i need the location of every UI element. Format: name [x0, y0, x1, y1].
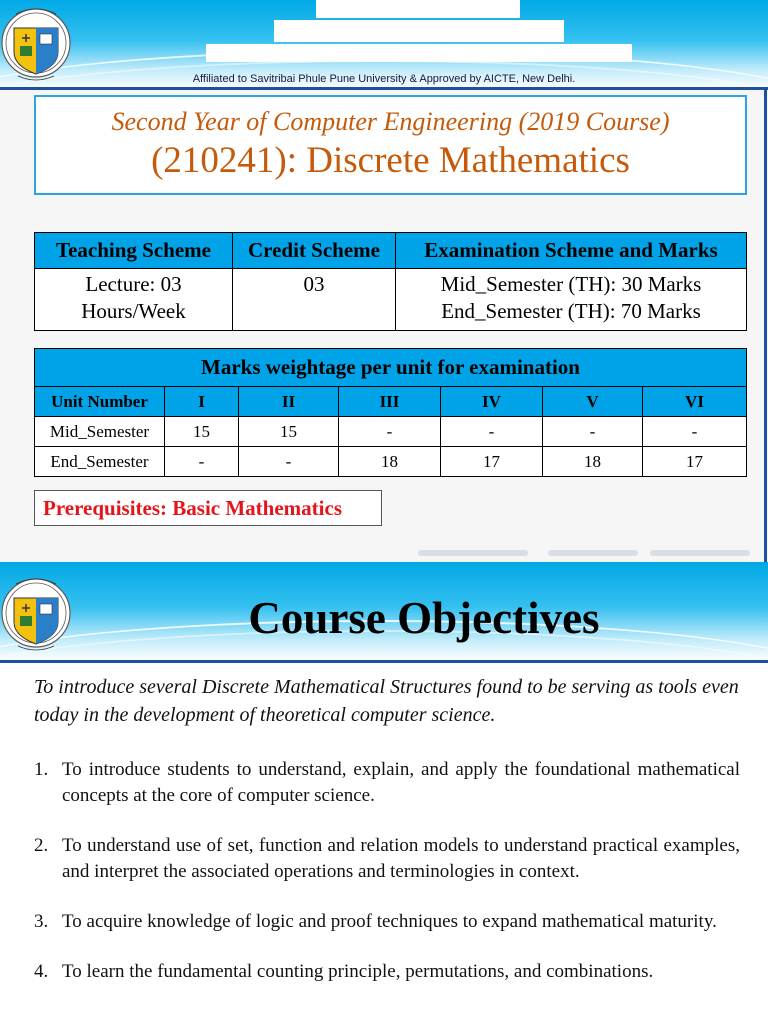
- table-cell: Mid_Semester: [35, 417, 165, 447]
- objectives-intro: To introduce several Discrete Mathematical Structures found to be serving as tools even today in the development of theoretical computer science.: [34, 676, 739, 726]
- table-header-row: [35, 387, 747, 417]
- divider: [764, 87, 767, 562]
- column-header: Unit Number: [35, 387, 165, 417]
- footer-text-blurred: [650, 550, 750, 556]
- table-cell: 15: [239, 417, 339, 447]
- weightage-table: [34, 348, 747, 477]
- column-header: Examination Scheme and Marks: [396, 233, 747, 269]
- table-caption: Marks weightage per unit for examination: [35, 349, 747, 387]
- objectives-list: [34, 757, 740, 985]
- item-number: 3.: [34, 911, 49, 932]
- redacted-strip: [316, 0, 520, 18]
- table-cell: -: [643, 417, 747, 447]
- course-title-box: [34, 95, 747, 195]
- cell-line: Lecture: 03: [85, 272, 182, 296]
- footer-text-blurred: [548, 550, 638, 556]
- objectives-slide: [0, 562, 768, 1024]
- item-number: 4.: [34, 961, 49, 982]
- exam-scheme-cell: [396, 269, 747, 331]
- list-item: [34, 757, 740, 809]
- table-cell: 18: [543, 447, 643, 477]
- column-header: III: [339, 387, 441, 417]
- item-text: To introduce students to understand, explain, and apply the foundational mathematical concepts at the core of computer science.: [62, 759, 740, 806]
- credit-scheme-cell: 03: [233, 269, 396, 331]
- table-cell: End_Semester: [35, 447, 165, 477]
- cell-line: Mid_Semester (TH): 30 Marks: [440, 272, 702, 296]
- list-item: [34, 833, 740, 885]
- column-header: Teaching Scheme: [35, 233, 233, 269]
- table-cell: 17: [643, 447, 747, 477]
- item-number: 2.: [34, 835, 49, 856]
- column-header: IV: [441, 387, 543, 417]
- table-header-row: [35, 233, 747, 269]
- item-text: To acquire knowledge of logic and proof techniques to expand mathematical maturity.: [62, 911, 717, 932]
- table-row: [35, 417, 747, 447]
- redacted-strip: [274, 20, 564, 42]
- column-header: Credit Scheme: [233, 233, 396, 269]
- table-cell: -: [165, 447, 239, 477]
- table-cell: -: [339, 417, 441, 447]
- prerequisites-box: Prerequisites: Basic Mathematics: [34, 490, 382, 526]
- column-header: VI: [643, 387, 747, 417]
- header-banner: [0, 0, 768, 90]
- divider: [0, 660, 768, 663]
- column-header: I: [165, 387, 239, 417]
- cell-line: End_Semester (TH): 70 Marks: [441, 299, 701, 323]
- item-text: To learn the fundamental counting principle, permutations, and combinations.: [62, 961, 654, 982]
- footer-text-blurred: [418, 550, 528, 556]
- course-title: (210241): Discrete Mathematics: [151, 140, 630, 181]
- table-cell: -: [441, 417, 543, 447]
- table-caption-row: [35, 349, 747, 387]
- list-item: [34, 959, 740, 985]
- table-cell: 17: [441, 447, 543, 477]
- cell-line: Hours/Week: [81, 299, 186, 323]
- table-cell: -: [543, 417, 643, 447]
- table-cell: 18: [339, 447, 441, 477]
- course-subtitle: Second Year of Computer Engineering (2019 Course): [111, 107, 670, 136]
- table-cell: 15: [165, 417, 239, 447]
- college-logo-icon: [0, 0, 72, 86]
- table-row: [35, 269, 747, 331]
- column-header: V: [543, 387, 643, 417]
- divider: [0, 87, 768, 90]
- column-header: II: [239, 387, 339, 417]
- list-item: [34, 909, 740, 935]
- redacted-strip: [206, 44, 632, 62]
- scheme-table: [34, 232, 747, 331]
- item-number: 1.: [34, 759, 49, 780]
- table-cell: -: [239, 447, 339, 477]
- table-row: [35, 447, 747, 477]
- affiliation-text: Affiliated to Savitribai Phule Pune University & Approved by AICTE, New Delhi.: [192, 73, 576, 85]
- teaching-scheme-cell: [35, 269, 233, 331]
- objectives-heading: Course Objectives: [248, 593, 600, 643]
- item-text: To understand use of set, function and relation models to understand practical examples, and interpret the associated operations and terminologies in context.: [62, 835, 740, 882]
